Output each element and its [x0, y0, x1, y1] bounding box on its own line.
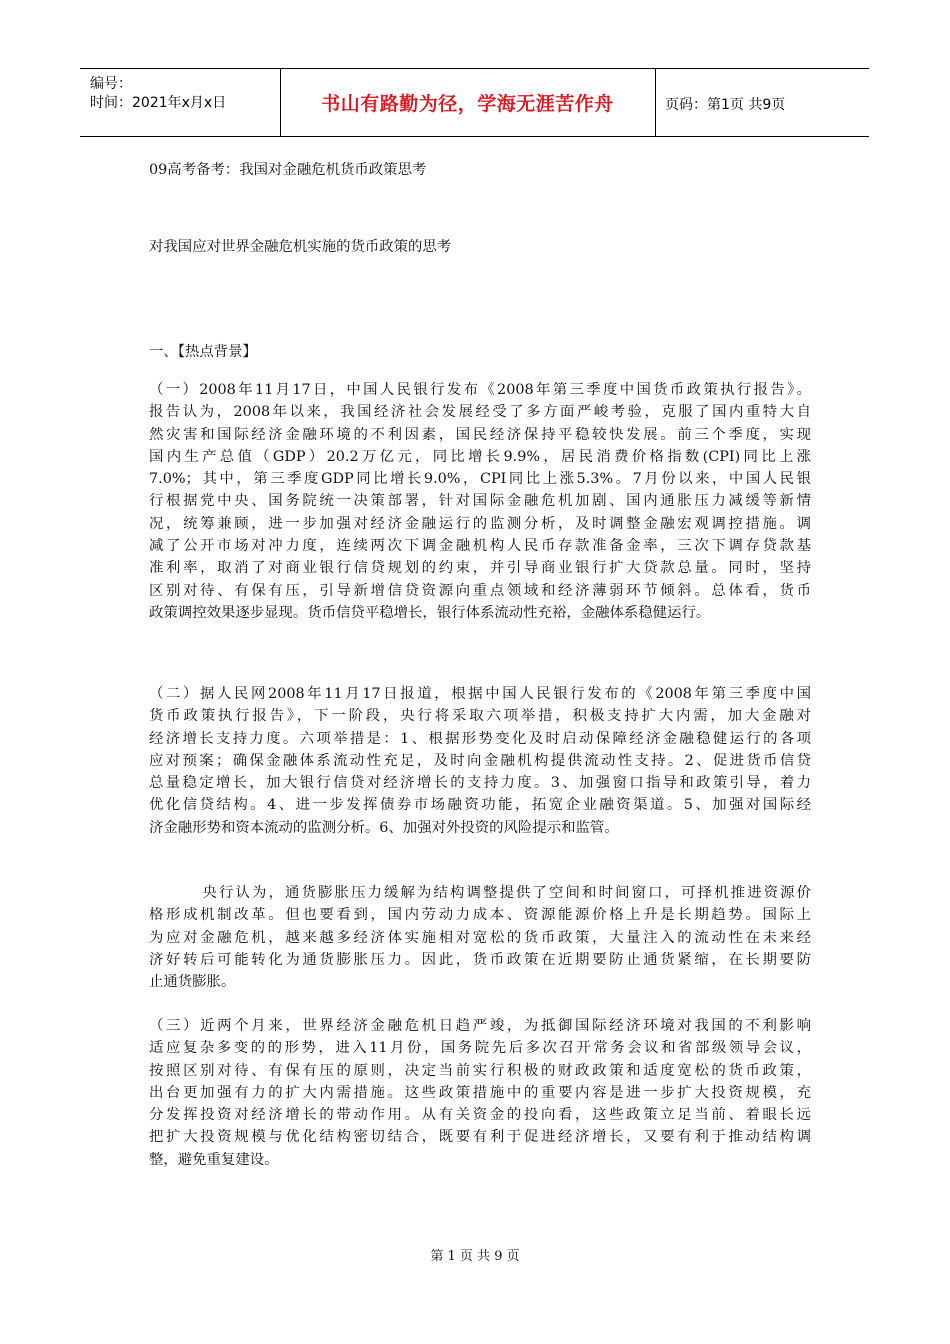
header-bottom-rule: [80, 136, 869, 137]
paragraph-line: （三）近两个月来，世界经济金融危机日趋严竣，为抵御国际经济环境对我国的不利影响: [149, 1018, 811, 1034]
document-subtitle: 对我国应对世界金融危机实施的货币政策的思考: [149, 239, 452, 255]
header-divider-right: [655, 68, 656, 136]
paragraph-line: 格形成机制改革。但也要看到，国内劳动力成本、资源能源价格上升是长期趋势。国际上: [149, 907, 811, 924]
paragraph-line: 分发挥投资对经济增长的带动作用。从有关资金的投向看，这些政策立足当前、着眼长远: [149, 1107, 811, 1124]
paragraph-line: 央行认为，通货膨胀压力缓解为结构调整提供了空间和时间窗口，可择机推进资源价: [149, 885, 811, 901]
paragraph-line: 按照区别对待、有保有压的原则，决定当前实行积极的财政政策和适度宽松的货币政策，: [149, 1062, 811, 1079]
paragraph-line: 然灾害和国际经济金融环境的不利因素，国民经济保持平稳较快发展。前三个季度，实现: [149, 426, 811, 443]
header-date-label: 时间：2021年x月x日: [90, 95, 227, 111]
paragraph-3: [149, 882, 811, 993]
header-number-label: 编号：: [90, 76, 132, 92]
paragraph-line: 济金融形势和资本流动的监测分析。6、加强对外投资的风险提示和监管。: [149, 819, 619, 836]
paragraph-line: 行根据党中央、国务院统一决策部署，针对国际金融危机加剧、国内通胀压力减缓等新情: [149, 493, 811, 510]
paragraph-line: 区别对待、有保有压，引导新增信贷资源向重点领域和经济薄弱环节倾斜。总体看，货币: [149, 582, 811, 599]
paragraph-line: 济好转后可能转化为通货膨胀压力。因此，货币政策在近期要防止通货紧缩，在长期要防: [149, 951, 811, 968]
paragraph-line: （一）2008年11月17日，中国人民银行发布《2008年第三季度中国货币政策执行报告》。: [149, 382, 811, 398]
paragraph-line: 优化信贷结构。4、进一步发挥债券市场融资功能，拓宽企业融资渠道。5、加强对国际经: [149, 797, 811, 814]
paragraph-line: 止通货膨胀。: [149, 974, 236, 991]
paragraph-line: 把扩大投资规模与优化结构密切结合，既要有利于促进经济增长，又要有利于推动结构调: [149, 1129, 811, 1146]
footer-page-number: 第 1 页 共 9 页: [430, 1249, 520, 1264]
section-heading: 一、【热点背景】: [149, 344, 257, 360]
header-page-info: 页码：第1页 共9页: [665, 97, 786, 113]
paragraph-line: 7.0%；其中，第三季度GDP同比增长9.0%，CPI同比上涨5.3%。7月份以来，中国人民银: [149, 471, 811, 488]
paragraph-line: 国内生产总值（GDP）20.2万亿元，同比增长9.9%，居民消费价格指数(CPI)同比上涨: [149, 448, 811, 465]
paragraph-line: 政策调控效果逐步显现。货币信贷平稳增长，银行体系流动性充裕，金融体系稳健运行。: [149, 604, 711, 621]
paragraph-line: 经济增长支持力度。六项举措是：1、根据形势变化及时启动保障经济金融稳健运行的各项: [149, 730, 811, 747]
paragraph-line: 整，避免重复建设。: [149, 1151, 279, 1168]
paragraph-line: 出台更加强有力的扩大内需措施。这些政策措施中的重要内容是进一步扩大投资规模，充: [149, 1084, 811, 1101]
paragraph-line: 总量稳定增长，加大银行信贷对经济增长的支持力度。3、加强窗口指导和政策引导，着力: [149, 775, 811, 792]
paragraph-line: 报告认为，2008年以来，我国经济社会发展经受了多方面严峻考验，克服了国内重特大自: [149, 404, 811, 421]
paragraph-line: 应对预案；确保金融体系流动性充足，及时向金融机构提供流动性支持。2、促进货币信贷: [149, 752, 811, 769]
paragraph-line: （二）据人民网2008年11月17日报道，根据中国人民银行发布的《2008年第三季度中国: [149, 686, 811, 702]
paragraph-4: [149, 1015, 811, 1171]
document-title: 09高考备考：我国对金融危机货币政策思考: [149, 162, 427, 178]
paragraph-line: 货币政策执行报告》，下一阶段，央行将采取六项举措，积极支持扩大内需，加大金融对: [149, 708, 811, 725]
paragraph-line: 减了公开市场对冲力度，连续两次下调金融机构人民币存款准备金率，三次下调存贷款基: [149, 538, 811, 555]
paragraph-line: 况，统筹兼顾，进一步加强对经济金融运行的监测分析，及时调整金融宏观调控措施。调: [149, 515, 811, 532]
paragraph-line: 为应对金融危机，越来越多经济体实施相对宽松的货币政策，大量注入的流动性在未来经: [149, 929, 811, 946]
paragraph-2: [149, 683, 811, 839]
paragraph-line: 适应复杂多变的的形势，进入11月份，国务院先后多次召开常务会议和省部级领导会议，: [149, 1040, 811, 1057]
header-motto: 书山有路勤为径，学海无涯苦作舟: [321, 92, 614, 115]
paragraph-1: [149, 379, 811, 624]
paragraph-line: 准利率，取消了对商业银行信贷规划的约束，并引导商业银行扩大贷款总量。同时，坚持: [149, 560, 811, 577]
